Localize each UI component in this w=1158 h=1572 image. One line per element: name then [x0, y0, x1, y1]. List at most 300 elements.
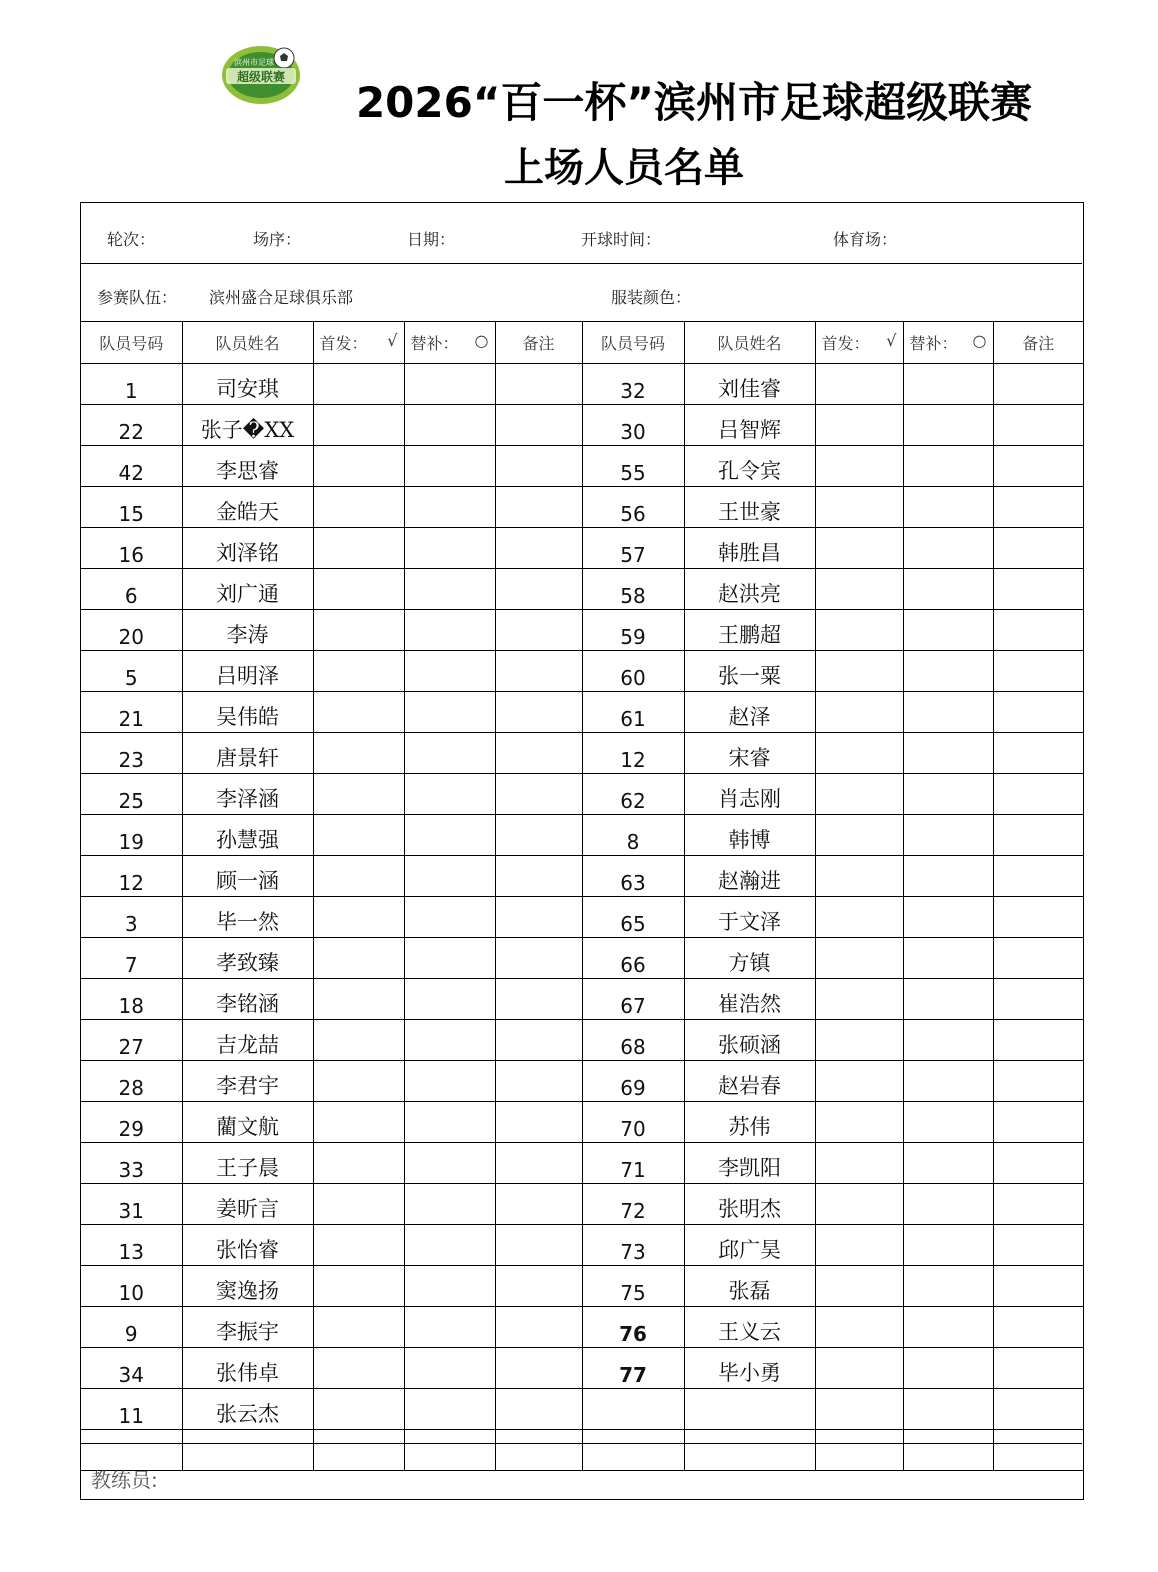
starter-cell-right [815, 1266, 903, 1307]
match-info-row [81, 203, 1082, 264]
player-number-right: 67 [582, 979, 684, 1020]
remark-cell-left [495, 856, 582, 897]
remark-cell-right [993, 1389, 1083, 1430]
player-name-left: 吕明泽 [182, 651, 313, 692]
player-number-left: 22 [81, 405, 182, 446]
player-name-left: 王子晨 [182, 1143, 313, 1184]
remark-cell-right [993, 1020, 1083, 1061]
coach-row [81, 1443, 1082, 1499]
sub-cell-right [903, 979, 993, 1020]
sub-cell-left [404, 569, 495, 610]
sub-cell-left [404, 1307, 495, 1348]
remark-cell-left [495, 1348, 582, 1389]
player-number-left: 33 [81, 1143, 182, 1184]
starter-cell-right [815, 856, 903, 897]
table-row [81, 1061, 1083, 1102]
remark-cell-left [495, 1061, 582, 1102]
player-name-left: 司安琪 [182, 364, 313, 405]
player-number-right: 55 [582, 446, 684, 487]
table-row [81, 1184, 1083, 1225]
sub-cell-left [404, 1266, 495, 1307]
starter-cell-left [313, 1389, 404, 1430]
kickoff-label: 开球时间： [581, 230, 662, 249]
sub-cell-left [404, 1225, 495, 1266]
date-label: 日期： [407, 230, 456, 249]
remark-cell-right [993, 897, 1083, 938]
player-number-right: 69 [582, 1061, 684, 1102]
coach-label: 教练员: [91, 1468, 158, 1492]
sub-cell-left [404, 487, 495, 528]
starter-cell-left [313, 405, 404, 446]
player-number-left: 20 [81, 610, 182, 651]
remark-cell-right [993, 528, 1083, 569]
player-name-left: 顾一涵 [182, 856, 313, 897]
page-subtitle: 上场人员名单 [504, 145, 744, 191]
table-row [81, 364, 1083, 405]
remark-cell-right [993, 487, 1083, 528]
sub-cell-left [404, 733, 495, 774]
starter-cell-right [815, 364, 903, 405]
remark-cell-left [495, 446, 582, 487]
team-label: 参赛队伍： [97, 288, 178, 307]
starter-cell-right [815, 1307, 903, 1348]
player-name-left: 姜昕言 [182, 1184, 313, 1225]
starter-cell-right [815, 1020, 903, 1061]
player-name-left: 金皓天 [182, 487, 313, 528]
player-name-right: 张硕涵 [684, 1020, 815, 1061]
player-number-right: 30 [582, 405, 684, 446]
player-number-right: 8 [582, 815, 684, 856]
remark-cell-left [495, 1389, 582, 1430]
sub-cell-left [404, 774, 495, 815]
starter-cell-right [815, 528, 903, 569]
starter-cell-right [815, 651, 903, 692]
player-name-left: 刘广通 [182, 569, 313, 610]
sub-cell-right [903, 1143, 993, 1184]
player-name-right: 王鹏超 [684, 610, 815, 651]
sub-cell-left [404, 1061, 495, 1102]
sub-cell-right [903, 1102, 993, 1143]
remark-cell-right [993, 569, 1083, 610]
sub-cell-right [903, 1020, 993, 1061]
remark-cell-right [993, 815, 1083, 856]
remark-cell-right [993, 774, 1083, 815]
remark-cell-left [495, 610, 582, 651]
remark-cell-right [993, 364, 1083, 405]
player-number-right: 68 [582, 1020, 684, 1061]
remark-cell-left [495, 1225, 582, 1266]
remark-cell-left [495, 1020, 582, 1061]
player-name-left: 吴伟皓 [182, 692, 313, 733]
sub-cell-right [903, 692, 993, 733]
player-name-right: 邱广昊 [684, 1225, 815, 1266]
sub-cell-left [404, 610, 495, 651]
col-number-left: 队员号码 [81, 322, 182, 364]
sub-cell-left [404, 651, 495, 692]
kit-color-label: 服装颜色： [611, 288, 692, 307]
sub-cell-right [903, 1184, 993, 1225]
player-name-right: 吕智辉 [684, 405, 815, 446]
player-name-right: 于文泽 [684, 897, 815, 938]
starter-cell-right [815, 815, 903, 856]
starter-cell-left [313, 1102, 404, 1143]
player-number-left: 25 [81, 774, 182, 815]
player-number-right: 71 [582, 1143, 684, 1184]
remark-cell-left [495, 1102, 582, 1143]
player-number-left: 42 [81, 446, 182, 487]
starter-cell-left [313, 1225, 404, 1266]
table-row [81, 528, 1083, 569]
sub-cell-left [404, 1348, 495, 1389]
player-number-right: 60 [582, 651, 684, 692]
player-name-right [684, 1389, 815, 1430]
player-number-right [582, 1389, 684, 1430]
player-number-left: 7 [81, 938, 182, 979]
team-info-row [81, 263, 1082, 322]
starter-cell-left [313, 856, 404, 897]
player-number-left: 21 [81, 692, 182, 733]
sub-cell-left [404, 897, 495, 938]
sub-cell-right [903, 815, 993, 856]
player-number-right: 58 [582, 569, 684, 610]
player-number-right: 59 [582, 610, 684, 651]
sub-cell-right [903, 651, 993, 692]
sub-cell-right [903, 938, 993, 979]
starter-cell-right [815, 897, 903, 938]
sub-cell-right [903, 1225, 993, 1266]
sub-cell-right [903, 487, 993, 528]
col-name-left: 队员姓名 [182, 322, 313, 364]
player-name-left: 张云杰 [182, 1389, 313, 1430]
col-starter-right: 首发： √ [815, 322, 903, 364]
sub-cell-left [404, 1389, 495, 1430]
sub-cell-left [404, 1143, 495, 1184]
sub-cell-left [404, 856, 495, 897]
sub-cell-right [903, 364, 993, 405]
player-name-left: 孝致臻 [182, 938, 313, 979]
table-row [81, 733, 1083, 774]
sub-cell-right [903, 856, 993, 897]
player-number-left: 28 [81, 1061, 182, 1102]
sub-cell-right [903, 1389, 993, 1430]
col-starter-left: 首发： √ [313, 322, 404, 364]
remark-cell-right [993, 610, 1083, 651]
remark-cell-right [993, 1266, 1083, 1307]
player-name-right: 方镇 [684, 938, 815, 979]
player-name-left: 李思睿 [182, 446, 313, 487]
starter-cell-left [313, 1266, 404, 1307]
player-number-right: 57 [582, 528, 684, 569]
sub-cell-right [903, 446, 993, 487]
sub-cell-right [903, 774, 993, 815]
player-name-right: 张明杰 [684, 1184, 815, 1225]
sub-cell-right [903, 610, 993, 651]
match-order-label: 场序： [253, 230, 302, 249]
player-name-left: 李君宇 [182, 1061, 313, 1102]
remark-cell-right [993, 692, 1083, 733]
roster-table [81, 321, 1083, 1471]
table-row [81, 1020, 1083, 1061]
starter-cell-left [313, 651, 404, 692]
player-number-right: 61 [582, 692, 684, 733]
player-name-right: 苏伟 [684, 1102, 815, 1143]
starter-cell-right [815, 733, 903, 774]
player-name-left: 李泽涵 [182, 774, 313, 815]
starter-cell-left [313, 938, 404, 979]
sub-cell-right [903, 569, 993, 610]
sub-cell-right [903, 528, 993, 569]
remark-cell-left [495, 938, 582, 979]
player-number-right: 76 [582, 1307, 684, 1348]
remark-cell-right [993, 938, 1083, 979]
player-name-left: 孙慧强 [182, 815, 313, 856]
player-name-left: 张子�XX [182, 405, 313, 446]
player-name-left: 张怡睿 [182, 1225, 313, 1266]
starter-cell-right [815, 774, 903, 815]
player-name-right: 王义云 [684, 1307, 815, 1348]
starter-cell-right [815, 938, 903, 979]
player-name-right: 赵泽 [684, 692, 815, 733]
table-row [81, 774, 1083, 815]
player-name-right: 张磊 [684, 1266, 815, 1307]
starter-cell-left [313, 774, 404, 815]
player-number-right: 56 [582, 487, 684, 528]
player-number-right: 73 [582, 1225, 684, 1266]
starter-cell-left [313, 979, 404, 1020]
player-name-left: 毕一然 [182, 897, 313, 938]
player-number-left: 31 [81, 1184, 182, 1225]
roster-sheet [80, 202, 1084, 1500]
starter-cell-left [313, 1061, 404, 1102]
player-name-right: 崔浩然 [684, 979, 815, 1020]
player-number-left: 9 [81, 1307, 182, 1348]
team-name: 滨州盛合足球俱乐部 [209, 288, 354, 307]
player-number-left: 11 [81, 1389, 182, 1430]
player-name-right: 张一粟 [684, 651, 815, 692]
player-name-left: 李铭涵 [182, 979, 313, 1020]
player-number-right: 32 [582, 364, 684, 405]
col-sub-right: 替补： ○ [903, 322, 993, 364]
logo-text-top: 滨州市足球 [234, 58, 274, 67]
player-name-right: 李凯阳 [684, 1143, 815, 1184]
player-number-right: 66 [582, 938, 684, 979]
player-number-right: 63 [582, 856, 684, 897]
player-number-right: 70 [582, 1102, 684, 1143]
player-name-right: 孔令宾 [684, 446, 815, 487]
col-name-right: 队员姓名 [684, 322, 815, 364]
remark-cell-right [993, 1102, 1083, 1143]
sub-cell-left [404, 979, 495, 1020]
remark-cell-left [495, 1307, 582, 1348]
player-number-left: 29 [81, 1102, 182, 1143]
logo-text-bottom: 超级联赛 [236, 70, 286, 84]
player-name-right: 赵岩春 [684, 1061, 815, 1102]
starter-cell-right [815, 1143, 903, 1184]
player-number-left: 19 [81, 815, 182, 856]
starter-cell-right [815, 1389, 903, 1430]
starter-cell-left [313, 487, 404, 528]
table-row [81, 815, 1083, 856]
table-row [81, 569, 1083, 610]
player-name-left: 吉龙喆 [182, 1020, 313, 1061]
sub-cell-right [903, 1348, 993, 1389]
player-number-left: 6 [81, 569, 182, 610]
starter-cell-left [313, 528, 404, 569]
player-name-left: 刘泽铭 [182, 528, 313, 569]
player-number-right: 65 [582, 897, 684, 938]
remark-cell-left [495, 651, 582, 692]
table-row [81, 446, 1083, 487]
player-name-left: 唐景轩 [182, 733, 313, 774]
col-number-right: 队员号码 [582, 322, 684, 364]
player-name-left: 李振宇 [182, 1307, 313, 1348]
player-name-left: 李涛 [182, 610, 313, 651]
table-row [81, 1348, 1083, 1389]
remark-cell-left [495, 733, 582, 774]
col-remark-right: 备注 [993, 322, 1083, 364]
player-number-right: 62 [582, 774, 684, 815]
player-name-right: 王世豪 [684, 487, 815, 528]
remark-cell-right [993, 856, 1083, 897]
player-name-left: 窦逸扬 [182, 1266, 313, 1307]
table-row [81, 692, 1083, 733]
player-number-right: 72 [582, 1184, 684, 1225]
round-label: 轮次： [107, 230, 156, 249]
starter-cell-right [815, 1184, 903, 1225]
remark-cell-right [993, 979, 1083, 1020]
remark-cell-right [993, 446, 1083, 487]
sub-cell-right [903, 405, 993, 446]
starter-cell-left [313, 733, 404, 774]
player-name-left: 张伟卓 [182, 1348, 313, 1389]
starter-cell-left [313, 1020, 404, 1061]
table-row [81, 1389, 1083, 1430]
sub-cell-left [404, 405, 495, 446]
sub-cell-left [404, 938, 495, 979]
remark-cell-left [495, 979, 582, 1020]
remark-cell-right [993, 1307, 1083, 1348]
player-number-right: 75 [582, 1266, 684, 1307]
starter-cell-right [815, 1348, 903, 1389]
sub-cell-right [903, 897, 993, 938]
player-number-left: 13 [81, 1225, 182, 1266]
starter-cell-left [313, 1143, 404, 1184]
player-number-left: 3 [81, 897, 182, 938]
remark-cell-right [993, 1061, 1083, 1102]
player-number-left: 34 [81, 1348, 182, 1389]
starter-cell-right [815, 1102, 903, 1143]
sub-cell-left [404, 1020, 495, 1061]
player-number-left: 27 [81, 1020, 182, 1061]
player-number-left: 16 [81, 528, 182, 569]
table-row [81, 1225, 1083, 1266]
starter-cell-right [815, 446, 903, 487]
starter-cell-left [313, 569, 404, 610]
table-row [81, 938, 1083, 979]
remark-cell-right [993, 733, 1083, 774]
starter-cell-right [815, 569, 903, 610]
starter-cell-left [313, 610, 404, 651]
starter-cell-left [313, 446, 404, 487]
remark-cell-left [495, 692, 582, 733]
col-remark-left: 备注 [495, 322, 582, 364]
player-number-left: 12 [81, 856, 182, 897]
table-row [81, 1102, 1083, 1143]
player-number-right: 12 [582, 733, 684, 774]
starter-cell-right [815, 979, 903, 1020]
table-row [81, 1307, 1083, 1348]
player-number-right: 77 [582, 1348, 684, 1389]
sub-cell-right [903, 1307, 993, 1348]
col-sub-left: 替补： ○ [404, 322, 495, 364]
table-row [81, 651, 1083, 692]
remark-cell-left [495, 569, 582, 610]
starter-cell-left [313, 1348, 404, 1389]
player-number-left: 1 [81, 364, 182, 405]
starter-cell-right [815, 405, 903, 446]
table-row [81, 856, 1083, 897]
remark-cell-left [495, 774, 582, 815]
player-name-right: 韩博 [684, 815, 815, 856]
remark-cell-right [993, 1184, 1083, 1225]
player-name-right: 韩胜昌 [684, 528, 815, 569]
sub-cell-left [404, 1184, 495, 1225]
remark-cell-right [993, 1225, 1083, 1266]
table-row [81, 1143, 1083, 1184]
player-name-right: 宋睿 [684, 733, 815, 774]
table-row [81, 610, 1083, 651]
starter-cell-left [313, 897, 404, 938]
starter-cell-left [313, 364, 404, 405]
sub-cell-right [903, 1266, 993, 1307]
table-row [81, 897, 1083, 938]
player-number-left: 10 [81, 1266, 182, 1307]
starter-cell-left [313, 1307, 404, 1348]
player-name-right: 赵洪亮 [684, 569, 815, 610]
sub-cell-left [404, 692, 495, 733]
starter-cell-left [313, 815, 404, 856]
sub-cell-left [404, 815, 495, 856]
player-number-left: 15 [81, 487, 182, 528]
remark-cell-left [495, 487, 582, 528]
table-row [81, 979, 1083, 1020]
player-number-left: 18 [81, 979, 182, 1020]
table-row [81, 1266, 1083, 1307]
stadium-label: 体育场： [833, 230, 898, 249]
remark-cell-left [495, 1184, 582, 1225]
player-number-left: 5 [81, 651, 182, 692]
starter-cell-right [815, 692, 903, 733]
sub-cell-left [404, 446, 495, 487]
remark-cell-left [495, 364, 582, 405]
remark-cell-left [495, 1266, 582, 1307]
page-title: 2026“百一杯”滨州市足球超级联赛 [355, 78, 1033, 127]
starter-cell-right [815, 1225, 903, 1266]
sub-cell-left [404, 364, 495, 405]
table-header [81, 322, 1083, 364]
remark-cell-left [495, 897, 582, 938]
remark-cell-right [993, 1143, 1083, 1184]
table-row [81, 405, 1083, 446]
starter-cell-left [313, 1184, 404, 1225]
remark-cell-left [495, 815, 582, 856]
starter-cell-left [313, 692, 404, 733]
player-name-left: 藺文航 [182, 1102, 313, 1143]
remark-cell-left [495, 1143, 582, 1184]
remark-cell-right [993, 651, 1083, 692]
remark-cell-left [495, 405, 582, 446]
player-number-left: 23 [81, 733, 182, 774]
